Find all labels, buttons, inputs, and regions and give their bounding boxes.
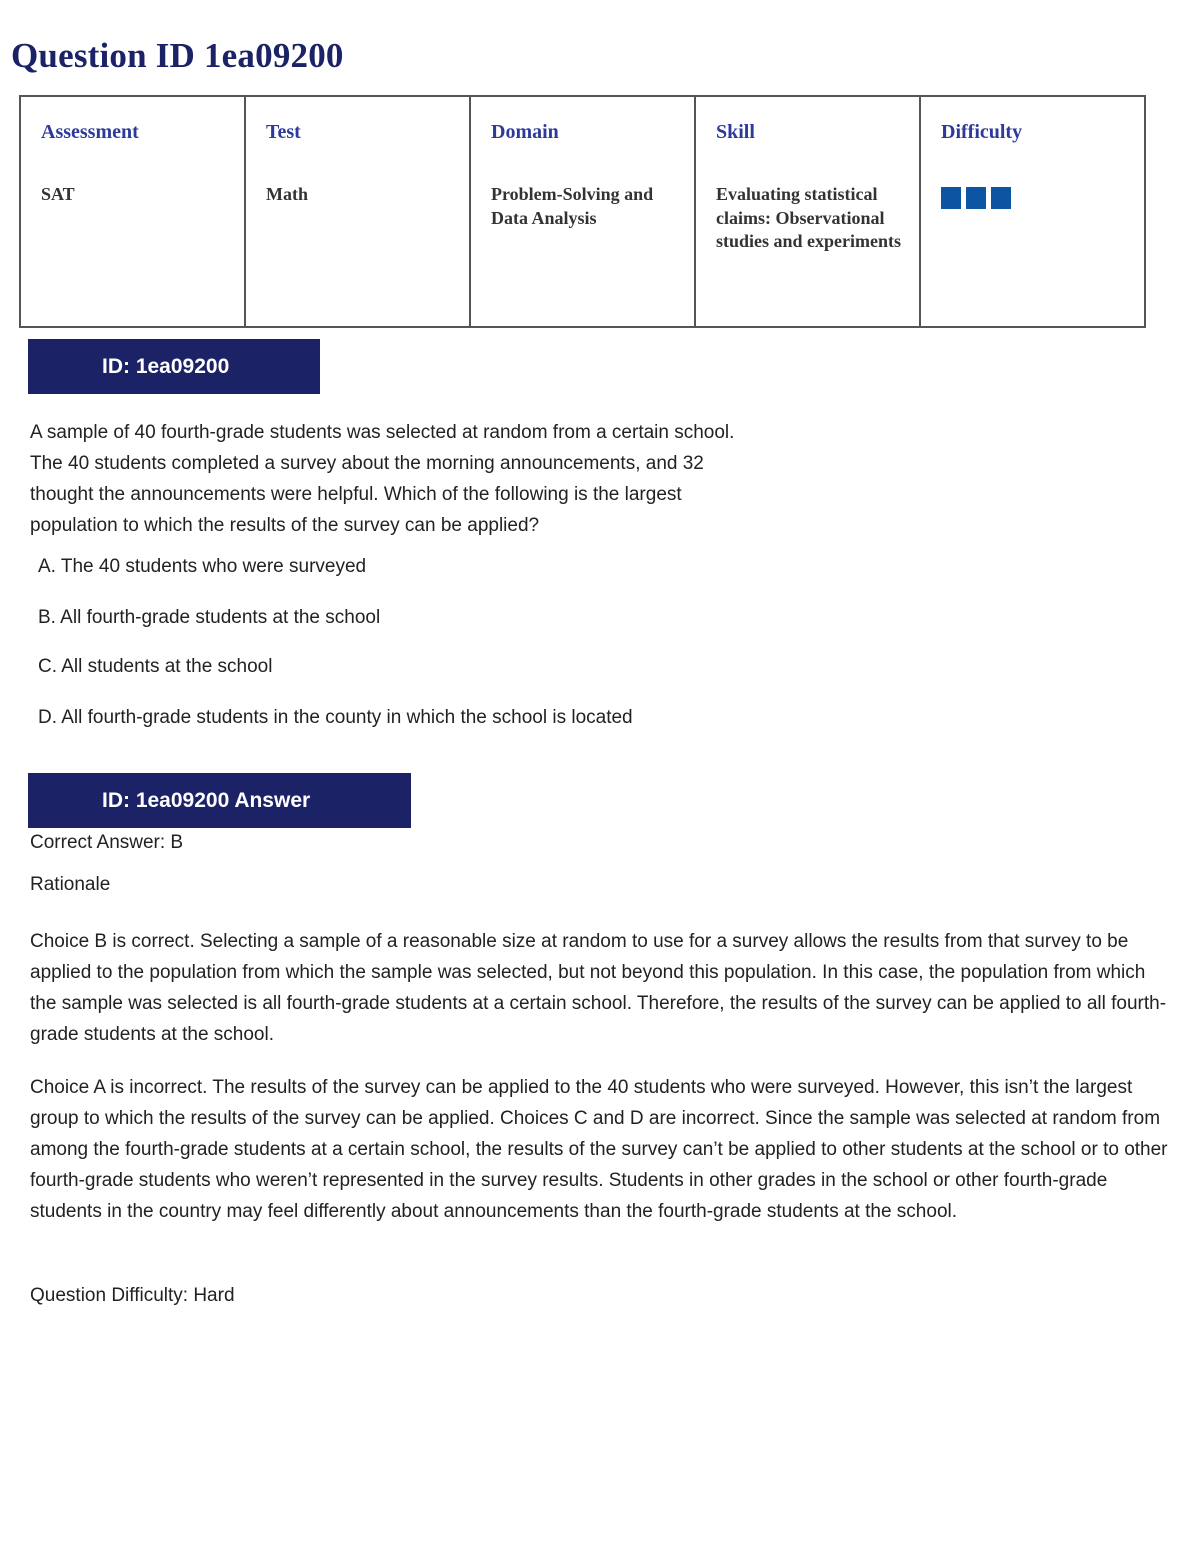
assessment-label: Assessment xyxy=(41,121,139,143)
test-label: Test xyxy=(266,121,301,143)
question-id-banner: ID: 1ea09200 xyxy=(28,339,320,394)
assessment-value: SAT xyxy=(41,184,75,204)
question-metadata-table xyxy=(19,95,1146,328)
difficulty-square-icon xyxy=(966,187,986,209)
page-title: Question ID 1ea09200 xyxy=(11,36,344,75)
domain-value: Problem-Solving and Data Analysis xyxy=(491,184,654,228)
domain-cell xyxy=(470,96,695,327)
difficulty-square-icon xyxy=(991,187,1011,209)
question-stem: A sample of 40 fourth-grade students was selected at random from a certain school. The 40 students completed a survey about the morning announcements, and 32 thought the announcements were helpful. Which of the following is the largest population to which the results of the survey can be applied? xyxy=(30,422,735,536)
question-difficulty: Question Difficulty: Hard xyxy=(30,1285,235,1306)
choice-b: B. All fourth-grade students at the school xyxy=(38,607,381,628)
domain-label: Domain xyxy=(491,121,559,143)
difficulty-label: Difficulty xyxy=(941,121,1023,143)
rationale-heading: Rationale xyxy=(30,874,111,895)
skill-label: Skill xyxy=(716,121,755,143)
test-value: Math xyxy=(266,184,308,204)
rationale-paragraph: Choice B is correct. Selecting a sample of a reasonable size at random to use for a survey allows the results from that survey to be applied to the population from which the sample was selected, but not beyond this population. In this case, the population from which the sample was selected is all fourth-grade students at a certain school. Therefore, the results of the survey can be applied to all fourth-grade students at the school. xyxy=(30,931,1167,1045)
rationale-paragraph: Choice A is incorrect. The results of the survey can be applied to the 40 students who were surveyed. However, this isn’t the largest group to which the results of the survey can be applied. Choices C and D are incorrect. Since the sample was selected at random from among the fourth-grade students at a certain school, the results of the survey can’t be applied to other students at the school or to other fourth-grade students who weren’t represented in the survey results. Students in other grades in the school or other fourth-grade students in the country may feel differently about announcements than the fourth-grade students at the school. xyxy=(30,1077,1168,1222)
skill-value: Evaluating statistical claims: Observational studies and experiments xyxy=(716,184,902,251)
difficulty-indicator xyxy=(941,187,1126,209)
skill-cell xyxy=(695,96,920,327)
answer-id-banner: ID: 1ea09200 Answer xyxy=(28,773,411,828)
difficulty-square-icon xyxy=(941,187,961,209)
choice-d: D. All fourth-grade students in the county in which the school is located xyxy=(38,707,633,728)
test-cell xyxy=(245,96,470,327)
choice-a: A. The 40 students who were surveyed xyxy=(38,556,367,577)
assessment-cell xyxy=(20,96,245,327)
difficulty-cell xyxy=(920,96,1145,327)
choice-c: C. All students at the school xyxy=(38,656,273,677)
correct-answer: Correct Answer: B xyxy=(30,832,184,853)
